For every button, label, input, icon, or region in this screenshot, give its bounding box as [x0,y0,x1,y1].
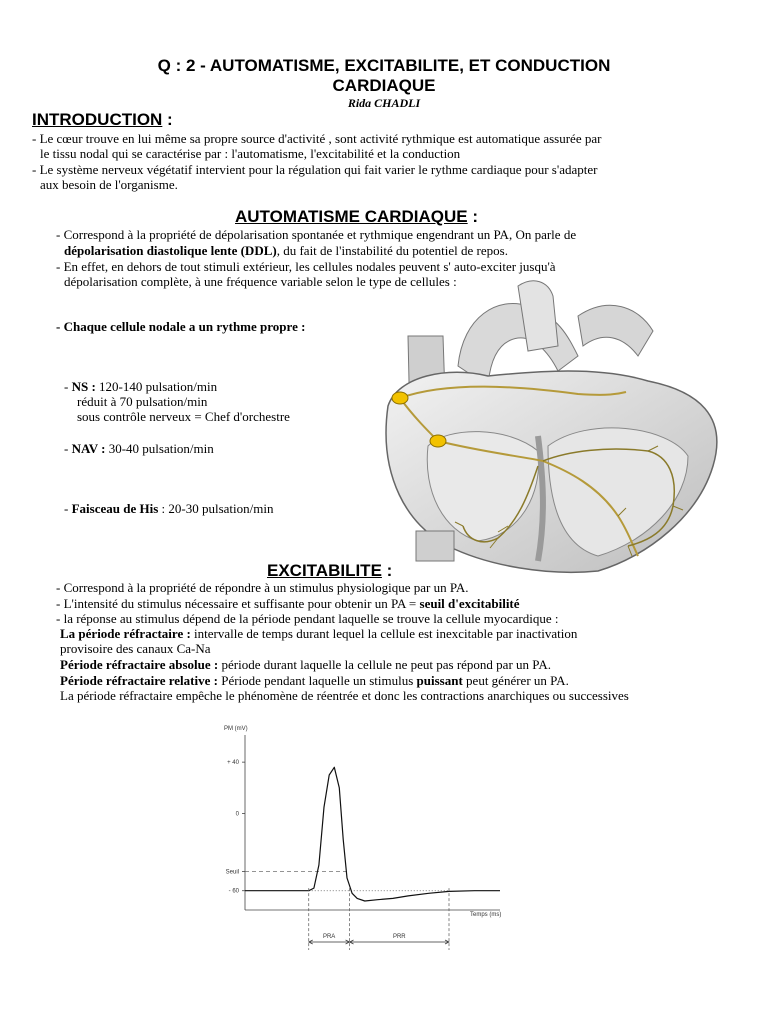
y-tick-label: + 40 [227,760,239,767]
title-line-1: Q : 2 - AUTOMATISME, EXCITABILITE, ET CONDUCTION [157,56,611,75]
automatisme-line-4: dépolarisation complète, à une fréquence variable selon le type de cellules : [64,274,457,289]
intro-line-1: - Le cœur trouve en lui même sa propre source d'activité , sont activité rythmique est automatique assurée par [32,131,602,146]
automatisme-heading: AUTOMATISME CARDIAQUE : [235,207,479,226]
automatisme-line-3: - En effet, en dehors de tout stimuli extérieur, les cellules nodales peuvent s' auto-exciter jusqu'à [56,259,556,274]
action-potential-curve [245,767,500,901]
sinus-node [392,392,408,404]
rythme-propre: - Chaque cellule nodale a un rythme propre : [56,319,306,334]
author: Rida CHADLI [347,96,421,110]
title-line-2: CARDIAQUE [332,76,436,95]
x-axis-label: Temps (ms) [470,912,502,918]
y-axis-label: PM (mV) [224,726,248,732]
nav-line: - NAV : 30-40 pulsation/min [64,441,214,456]
excitabilite-heading: EXCITABILITE : [267,561,393,580]
action-potential-chart [200,710,510,960]
intro-line-2: le tissu nodal qui se caractérise par : l'automatisme, l'excitabilité et la conduction [40,146,461,161]
ns-controle: sous contrôle nerveux = Chef d'orchestre [77,409,290,424]
excitabilite-line-4: La période réfractaire : intervalle de temps durant lequel la cellule est inexcitable par inactivation [60,626,578,641]
excitabilite-line-6: Période réfractaire absolue : période durant laquelle la cellule ne peut pas répond par un PA. [60,657,551,672]
av-node [430,435,446,447]
ns-line: - NS : 120-140 pulsation/min [64,379,218,394]
automatisme-line-1: - Correspond à la propriété de dépolarisation spontanée et rythmique engendrant un PA, On parle de [56,227,577,242]
automatisme-line-2: dépolarisation diastolique lente (DDL), du fait de l'instabilité du potentiel de repos. [64,243,508,258]
intro-heading: INTRODUCTION : [32,110,173,129]
ns-reduit: réduit à 70 pulsation/min [77,394,208,409]
his-line: - Faisceau de His : 20-30 pulsation/min [64,501,274,516]
y-tick-label: - 60 [228,888,239,895]
excitabilite-line-7: Période réfractaire relative : Période pendant laquelle un stimulus puissant peut générer un PA. [60,673,569,688]
y-tick-label: Seuil [225,869,239,876]
excitabilite-line-2: - L'intensité du stimulus nécessaire et suffisante pour obtenir un PA = seuil d'excitabilité [56,596,520,611]
intro-line-4: aux besoin de l'organisme. [40,177,178,192]
inferior-vena-cava-shape [416,531,454,561]
excitabilite-line-8: La période réfractaire empêche le phénomène de réentrée et donc les contractions anarchiques ou successives [60,688,629,703]
excitabilite-line-5: provisoire des canaux Ca-Na [60,641,211,656]
pulmonary-artery-shape [518,281,558,351]
excitabilite-line-1: - Correspond à la propriété de répondre à un stimulus physiologique par un PA. [56,580,469,595]
intro-line-3: - Le système nerveux végétatif intervient pour la régulation qui fait varier le rythme cardiaque pour s'adapter [32,162,598,177]
interval-label: PRR [392,934,406,940]
pulmonary-veins-shape [578,305,653,356]
y-tick-label: 0 [235,811,239,818]
excitabilite-line-3: - la réponse au stimulus dépend de la période pendant laquelle se trouve la cellule myocardique : [56,611,559,626]
interval-label: PRA [322,934,336,940]
page-title [0,56,768,96]
heart-conduction-illustration [368,276,768,576]
